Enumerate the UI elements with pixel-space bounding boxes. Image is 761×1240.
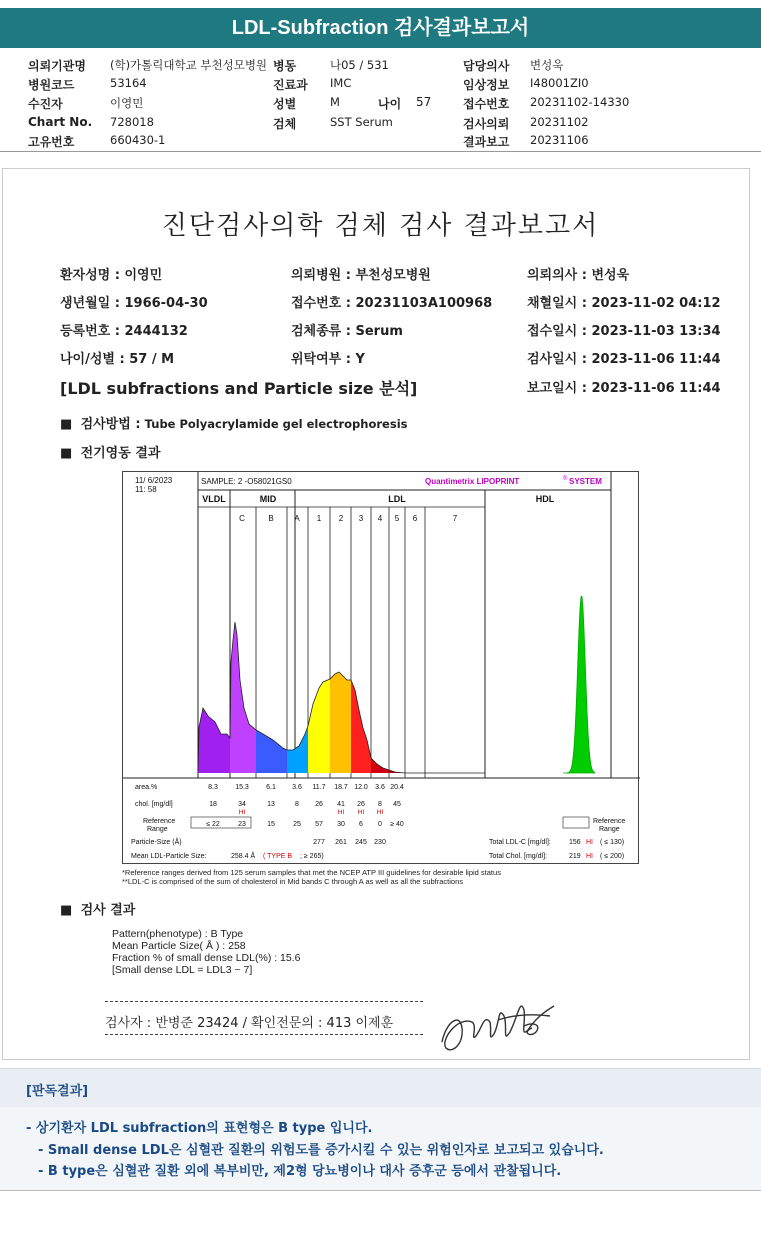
interpretation-line: - Small dense LDL은 심혈관 질환의 위험도를 증가시킬 수 있는 위험인자로 보고되고 있습니다. xyxy=(38,1143,604,1158)
report-date: 보고일시 : 2023-11-06 11:44 xyxy=(527,381,721,396)
total-ldl-flag: HI xyxy=(586,839,593,846)
psize-value: 277 xyxy=(313,839,325,846)
section-title: [LDL subfractions and Particle size 분석] xyxy=(60,379,418,398)
info-field: 의뢰의사 : 변성욱 xyxy=(527,268,630,283)
chart-time: 11: 58 xyxy=(135,485,157,494)
chart-brand-mark: ® xyxy=(563,476,568,482)
area-value: 11.7 xyxy=(312,784,326,791)
ref-value: 25 xyxy=(293,821,301,828)
header-key: 병원코드 xyxy=(28,78,75,92)
chol-value: 8 xyxy=(295,801,299,808)
result-block xyxy=(112,928,301,976)
total-ldl-value: 156 xyxy=(569,839,581,846)
hdl-peak xyxy=(563,597,595,774)
header-value: 이영민 xyxy=(110,96,144,110)
mean-type: ( TYPE B xyxy=(263,853,293,860)
chol-value: 26 xyxy=(357,801,365,808)
chart-brand: Quantimetrix LIPOPRINT xyxy=(425,477,520,486)
header-key: 수진자 xyxy=(28,97,63,111)
info-field: 접수일시 : 2023-11-03 13:34 xyxy=(527,324,721,339)
area-segment-5 xyxy=(308,679,330,773)
info-field: 나이/성별 : 57 / M xyxy=(60,352,175,367)
ref-label-right: Reference xyxy=(593,818,626,825)
band-label: A xyxy=(294,514,300,523)
ref-value: 23 xyxy=(238,821,246,828)
report-heading: 진단검사의학 검체 검사 결과보고서 xyxy=(161,211,600,241)
group-label-vldl: VLDL xyxy=(202,494,226,504)
header-value: M xyxy=(330,95,340,109)
header-value: 660430-1 xyxy=(110,133,166,147)
result-fraction: Fraction % of small dense LDL(%) : 15.6 xyxy=(112,952,301,964)
interpretation-panel xyxy=(0,1068,761,1190)
result-sdldl-def: [Small dense LDL = LDL3 ~ 7] xyxy=(112,964,253,976)
lipoprint-chart xyxy=(122,471,639,864)
mean-label: Mean LDL-Particle Size: xyxy=(131,853,207,860)
signoff: 검사자 : 반병준 23424 / 확인전문의 : 413 이제훈 xyxy=(105,1016,394,1031)
info-field: 채혈일시 : 2023-11-02 04:12 xyxy=(527,296,721,311)
header-value: 20231106 xyxy=(530,133,589,147)
info-field: 검사일시 : 2023-11-06 11:44 xyxy=(527,352,721,367)
chol-value: 18 xyxy=(209,801,217,808)
header-key: 검체 xyxy=(273,117,297,131)
header-value: SST Serum xyxy=(330,115,393,129)
dashed-line xyxy=(105,1001,423,1002)
mean-ref: ; ≥ 265) xyxy=(300,853,324,860)
chart-sample: SAMPLE: 2 -O58021GS0 xyxy=(201,477,292,486)
hi-flag: HI xyxy=(357,809,365,816)
group-label-hdl: HDL xyxy=(535,494,555,504)
info-field: 등록번호 : 2444132 xyxy=(60,324,188,339)
chol-value: 34 xyxy=(238,801,246,808)
header-value: (학)가톨릭대학교 부천성모병원 xyxy=(110,58,268,72)
area-segment-7 xyxy=(351,680,371,773)
header-value: 53164 xyxy=(110,76,147,90)
chart-svg xyxy=(123,472,640,865)
total-ldl-label: Total LDL-C [mg/dl]: xyxy=(489,839,551,846)
chol-label: chol. [mg/dl] xyxy=(135,801,173,808)
psize-value: 230 xyxy=(374,839,386,846)
header-key: 의뢰기관명 xyxy=(28,59,86,73)
footnote-2: **LDL-C is comprised of the sum of cholesterol in Mid bands C through A as well as all the subfractions xyxy=(122,877,464,886)
header-key: 임상정보 xyxy=(463,78,510,92)
info-field: 의뢰병원 : 부천성모병원 xyxy=(291,268,431,283)
report-title-bar: LDL-Subfraction 검사결과보고서 xyxy=(0,8,761,48)
chol-value: 41 xyxy=(337,801,345,808)
method-line: ■ 검사방법 : Tube Polyacrylamide gel electrophoresis xyxy=(60,417,408,432)
age-label: 나이 xyxy=(378,97,402,111)
band-label: C xyxy=(239,514,245,523)
psize-label: Particle-Size (Å) xyxy=(131,839,182,846)
area-segment-1 xyxy=(198,708,230,773)
interpretation-label: [판독결과] xyxy=(26,1084,89,1099)
header-value: 728018 xyxy=(110,115,154,129)
header-key: 고유번호 xyxy=(28,135,75,149)
header-value: I48001ZI0 xyxy=(530,76,589,90)
mean-value: 258.4 Å xyxy=(231,853,256,860)
band-label: B xyxy=(268,514,274,523)
area-segment-2 xyxy=(230,622,256,773)
divider xyxy=(0,151,761,152)
header-key: 접수번호 xyxy=(463,97,510,111)
ref-label: Reference xyxy=(143,818,176,825)
header-value: 나05 / 531 xyxy=(330,58,389,72)
ref-value: 6 xyxy=(359,821,363,828)
header-key: 병동 xyxy=(273,59,297,73)
header-value: 변성욱 xyxy=(530,58,564,72)
ref-value: 57 xyxy=(315,821,323,828)
ref-box xyxy=(563,817,589,828)
area-value: 3.6 xyxy=(375,784,385,791)
ref-label: Range xyxy=(147,826,168,833)
header-key: 진료과 xyxy=(273,78,308,92)
band-label: 1 xyxy=(316,514,322,523)
area-value: 15.3 xyxy=(235,784,249,791)
area-value: 8.3 xyxy=(208,784,218,791)
divider xyxy=(0,1190,761,1191)
header-key: 결과보고 xyxy=(463,135,510,149)
band-label: 6 xyxy=(412,514,418,523)
chol-value: 26 xyxy=(315,801,323,808)
electro-line: ■ 전기영동 결과 xyxy=(60,446,161,461)
chol-value: 8 xyxy=(378,801,382,808)
group-label-ldl: LDL xyxy=(388,494,406,504)
ref-value: 15 xyxy=(267,821,275,828)
result-line: ■ 검사 결과 xyxy=(60,903,136,918)
signature-image xyxy=(432,992,562,1058)
header-value: 20231102-14330 xyxy=(530,95,630,109)
header-key: 성별 xyxy=(273,97,297,111)
info-field: 접수번호 : 20231103A100968 xyxy=(291,296,493,311)
footnote-1: *Reference ranges derived from 125 serum samples that met the NCEP ATP III guidelines for desirable lipid status xyxy=(122,868,501,877)
ref-value: ≤ 22 xyxy=(206,821,220,828)
psize-value: 261 xyxy=(335,839,347,846)
band-label: 5 xyxy=(394,514,400,523)
info-field: 환자성명 : 이영민 xyxy=(60,268,163,283)
band-label: 2 xyxy=(338,514,344,523)
band-label: 4 xyxy=(377,514,383,523)
chol-value: 13 xyxy=(267,801,275,808)
ref-label-right: Range xyxy=(599,826,620,833)
band-label: 7 xyxy=(452,514,458,523)
band-label: 3 xyxy=(358,514,364,523)
info-field: 생년월일 : 1966-04-30 xyxy=(60,296,208,311)
area-value: 18.7 xyxy=(334,784,348,791)
hi-flag: HI xyxy=(337,809,345,816)
header-value: 20231102 xyxy=(530,115,589,129)
chart-brand-suffix: SYSTEM xyxy=(569,477,602,486)
info-field: 위탁여부 : Y xyxy=(291,352,365,367)
area-value: 6.1 xyxy=(266,784,276,791)
area-value: 3.6 xyxy=(292,784,302,791)
area-label: area.% xyxy=(135,784,158,791)
total-ldl-ref: ( ≤ 130) xyxy=(600,839,625,846)
age-value: 57 xyxy=(416,95,432,109)
interpretation-line: - 상기환자 LDL subfraction의 표현형은 B type 입니다. xyxy=(26,1121,373,1136)
header-key: 검사의뢰 xyxy=(463,117,510,131)
chol-value: 45 xyxy=(393,801,401,808)
hi-flag: HI xyxy=(238,809,246,816)
area-segment-6 xyxy=(330,672,351,773)
result-pattern: Pattern(phenotype) : B Type xyxy=(112,928,244,940)
total-chol-flag: HI xyxy=(586,853,593,860)
area-segment-3 xyxy=(256,730,287,773)
area-segment-4 xyxy=(287,726,308,773)
total-chol-ref: ( ≤ 200) xyxy=(600,853,625,860)
header-key: Chart No. xyxy=(28,115,93,129)
group-label-mid: MID xyxy=(259,494,277,504)
psize-value: 245 xyxy=(355,839,367,846)
chart-date: 11/ 6/2023 xyxy=(135,476,173,485)
total-chol-label: Total Chol. [mg/dl]: xyxy=(489,853,547,860)
result-mean-size: Mean Particle Size( Å ) : 258 xyxy=(112,940,246,952)
total-chol-value: 219 xyxy=(569,853,581,860)
hi-flag: HI xyxy=(376,809,384,816)
header-key: 담당의사 xyxy=(463,59,510,73)
area-value: 20.4 xyxy=(390,784,404,791)
area-value: 12.0 xyxy=(354,784,368,791)
interpretation-line: - B type은 심혈관 질환 외에 복부비만, 제2형 당뇨병이나 대사 증후군 등에서 관찰됩니다. xyxy=(38,1164,562,1179)
ref-value: 30 xyxy=(337,821,345,828)
interpretation-body xyxy=(0,1107,761,1191)
ref-value: ≥ 40 xyxy=(390,821,404,828)
info-field: 검체종류 : Serum xyxy=(291,324,403,339)
header-value: IMC xyxy=(330,76,352,90)
ref-value: 0 xyxy=(378,821,382,828)
dashed-line xyxy=(105,1034,423,1035)
